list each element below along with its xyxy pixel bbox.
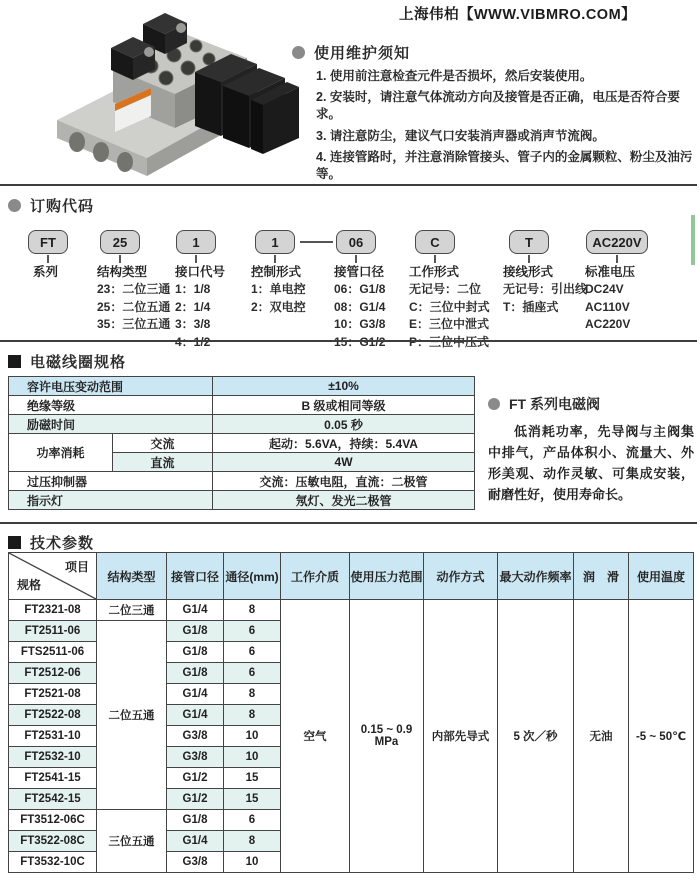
bore-cell: 10 bbox=[224, 852, 281, 873]
ordering-code-title: 订购代码 bbox=[30, 198, 95, 215]
corner-cell bbox=[9, 553, 97, 600]
tech-params-title: 技术参数 bbox=[30, 535, 95, 552]
bore-cell: 8 bbox=[224, 684, 281, 705]
code-box-wiring: T bbox=[509, 230, 549, 254]
coil-row-label: 容许电压变动范围 bbox=[9, 377, 213, 396]
port-cell: G1/4 bbox=[167, 600, 224, 621]
port-cell: G1/4 bbox=[167, 705, 224, 726]
medium-cell: 空气 bbox=[281, 600, 350, 873]
port-cell: G1/2 bbox=[167, 768, 224, 789]
port-cell: G3/8 bbox=[167, 852, 224, 873]
structure-cell: 二位五通 bbox=[97, 621, 167, 810]
table-header-row bbox=[9, 553, 694, 600]
spec-cell: FT2541-15 bbox=[9, 768, 97, 789]
tech-params-table bbox=[8, 552, 694, 873]
port-cell: G3/8 bbox=[167, 726, 224, 747]
code-segment-series: 系列 bbox=[33, 265, 59, 279]
coil-row-value: B 级或相同等级 bbox=[213, 396, 475, 415]
bore-cell: 8 bbox=[224, 600, 281, 621]
code-connector bbox=[119, 255, 121, 263]
table-row bbox=[9, 434, 475, 453]
bullet-square-icon bbox=[8, 536, 21, 549]
ordering-code-heading bbox=[8, 195, 94, 216]
code-segment-voltage: 标准电压 DC24V AC110V AC220V bbox=[585, 265, 636, 331]
coil-row-value: 4W bbox=[213, 453, 475, 472]
coil-row-label: 指示灯 bbox=[9, 491, 213, 510]
coil-row-label: 绝缘等级 bbox=[9, 396, 213, 415]
note-item: 3. 请注意防尘，建议气口安装消声器或消声节流阀。 bbox=[316, 128, 605, 143]
code-connector bbox=[47, 255, 49, 263]
column-header: 接管口径 bbox=[167, 553, 224, 600]
coil-row-value: 交流：压敏电阻，直流：二极管 bbox=[213, 472, 475, 491]
code-connector bbox=[195, 255, 197, 263]
port-cell: G3/8 bbox=[167, 747, 224, 768]
code-segment-pipe-size: 接管口径 06：G1/8 08：G1/4 10：G3/8 bbox=[334, 265, 386, 331]
spec-cell: FT2522-08 bbox=[9, 705, 97, 726]
column-header: 使用温度 bbox=[629, 553, 694, 600]
coil-row-label: 励磁时间 bbox=[9, 415, 213, 434]
temperature-cell: -5 ~ 50℃ bbox=[629, 600, 694, 873]
tech-params-heading bbox=[8, 532, 94, 553]
code-connector bbox=[616, 255, 618, 263]
bore-cell: 10 bbox=[224, 747, 281, 768]
spec-cell: FT3532-10C bbox=[9, 852, 97, 873]
port-cell: G1/2 bbox=[167, 789, 224, 810]
bore-cell: 6 bbox=[224, 810, 281, 831]
bore-cell: 15 bbox=[224, 768, 281, 789]
coil-row-value: ±10% bbox=[213, 377, 475, 396]
code-box-control: 1 bbox=[255, 230, 295, 254]
code-box-work-mode: C bbox=[415, 230, 455, 254]
port-cell: G1/8 bbox=[167, 621, 224, 642]
coil-spec-heading bbox=[8, 351, 126, 372]
bore-cell: 10 bbox=[224, 726, 281, 747]
code-box-pipe-size: 06 bbox=[336, 230, 376, 254]
note-item: 1. 使用前注意检查元件是否损坏，然后安装使用。 bbox=[316, 68, 593, 83]
column-header: 最大动作频率 bbox=[498, 553, 574, 600]
port-cell: G1/8 bbox=[167, 810, 224, 831]
port-cell: G1/8 bbox=[167, 642, 224, 663]
table-row bbox=[9, 600, 694, 621]
ft-series-title: FT 系列电磁阀 bbox=[509, 396, 600, 412]
table-row bbox=[9, 377, 475, 396]
lubrication-cell: 无油 bbox=[574, 600, 629, 873]
code-segment-control: 控制形式 1：单电控 2：双电控 bbox=[251, 265, 306, 314]
coil-row-group: 功率消耗 bbox=[9, 434, 113, 472]
coil-spec-table bbox=[8, 376, 475, 510]
code-box-port-code: 1 bbox=[176, 230, 216, 254]
spec-cell: FTS2511-06 bbox=[9, 642, 97, 663]
bore-cell: 6 bbox=[224, 663, 281, 684]
spec-cell: FT2542-15 bbox=[9, 789, 97, 810]
column-header: 使用压力范围 bbox=[350, 553, 424, 600]
code-segment-work-mode: 工作形式 无记号：二位 C：三位中封式 E：三位中泄式 bbox=[409, 265, 490, 331]
table-row bbox=[9, 491, 475, 510]
spec-cell: FT2532-10 bbox=[9, 747, 97, 768]
port-cell: G1/4 bbox=[167, 684, 224, 705]
note-item: 4. 连接管路时，并注意消除管接头、管子内的金属颗粒、粉尘及油污等。 bbox=[316, 150, 693, 181]
ft-series-block bbox=[488, 394, 694, 505]
coil-row-label: 过压抑制器 bbox=[9, 472, 213, 491]
coil-row-value: 0.05 秒 bbox=[213, 415, 475, 434]
spec-cell: FT3512-06C bbox=[9, 810, 97, 831]
coil-row-mode: 交流 bbox=[113, 434, 213, 453]
structure-cell: 三位五通 bbox=[97, 810, 167, 873]
code-box-structure: 25 bbox=[100, 230, 140, 254]
code-box-series: FT bbox=[28, 230, 68, 254]
port-cell: G1/8 bbox=[167, 663, 224, 684]
column-header: 通径(mm) bbox=[224, 553, 281, 600]
port-cell: G1/4 bbox=[167, 831, 224, 852]
column-header: 工作介质 bbox=[281, 553, 350, 600]
bore-cell: 8 bbox=[224, 705, 281, 726]
spec-cell: FT2521-08 bbox=[9, 684, 97, 705]
maintenance-notes bbox=[292, 42, 698, 183]
bore-cell: 15 bbox=[224, 789, 281, 810]
spec-cell: FT2531-10 bbox=[9, 726, 97, 747]
spec-cell: FT2511-06 bbox=[9, 621, 97, 642]
maintenance-notes-title: 使用维护须知 bbox=[314, 45, 411, 62]
code-segment-wiring: 接线形式 无记号：引出线 T：插座式 bbox=[503, 265, 588, 314]
spec-cell: FT2512-06 bbox=[9, 663, 97, 684]
separator-line bbox=[0, 340, 697, 342]
site-title: 上海伟柏【WWW.VIBMRO.COM】 bbox=[399, 7, 637, 23]
table-row bbox=[9, 415, 475, 434]
code-connector bbox=[355, 255, 357, 263]
code-segment-port-code: 接口代号 1：1/8 2：1/4 3：3/8 bbox=[175, 265, 226, 331]
bullet-circle-icon bbox=[292, 46, 305, 59]
bullet-circle-icon bbox=[8, 199, 21, 212]
frequency-cell: 5 次／秒 bbox=[498, 600, 574, 873]
code-connector bbox=[434, 255, 436, 263]
action-cell: 内部先导式 bbox=[424, 600, 498, 873]
bullet-square-icon bbox=[8, 355, 21, 368]
bore-cell: 6 bbox=[224, 642, 281, 663]
column-header: 动作方式 bbox=[424, 553, 498, 600]
column-header: 结构类型 bbox=[97, 553, 167, 600]
corner-label-spec: 规格 bbox=[17, 578, 42, 592]
code-segment-structure: 结构类型 23：二位三通 25：二位五通 35：三位五通 bbox=[97, 265, 171, 331]
bore-cell: 8 bbox=[224, 831, 281, 852]
ft-series-description: 低消耗功率，先导阀与主阀集中排气，产品体积小、流量大、外形美观、动作灵敏、可集成安装，耐磨性好，使用寿命长。 bbox=[488, 424, 694, 502]
coil-row-value: 起动：5.6VA，持续：5.4VA bbox=[213, 434, 475, 453]
code-box-voltage: AC220V bbox=[586, 230, 648, 254]
corner-label-item: 项目 bbox=[64, 560, 89, 574]
pressure-cell: 0.15 ~ 0.9 MPa bbox=[350, 600, 424, 873]
accent-green-bar bbox=[691, 215, 695, 265]
table-row bbox=[9, 396, 475, 415]
coil-row-value: 氖灯、发光二极管 bbox=[213, 491, 475, 510]
separator-line bbox=[0, 522, 697, 524]
product-photo bbox=[55, 8, 300, 178]
structure-cell: 二位三通 bbox=[97, 600, 167, 621]
coil-row-mode: 直流 bbox=[113, 453, 213, 472]
code-connector bbox=[528, 255, 530, 263]
spec-cell: FT2321-08 bbox=[9, 600, 97, 621]
code-connector bbox=[274, 255, 276, 263]
separator-line bbox=[0, 184, 697, 186]
table-row bbox=[9, 472, 475, 491]
coil-spec-title: 电磁线圈规格 bbox=[30, 354, 127, 371]
bore-cell: 6 bbox=[224, 621, 281, 642]
code-dash-line bbox=[300, 241, 333, 243]
spec-cell: FT3522-08C bbox=[9, 831, 97, 852]
note-item: 2. 安装时，请注意气体流动方向及接管是否正确，电压是否符合要求。 bbox=[316, 90, 680, 121]
column-header: 润 滑 bbox=[574, 553, 629, 600]
bullet-circle-icon bbox=[488, 398, 500, 410]
